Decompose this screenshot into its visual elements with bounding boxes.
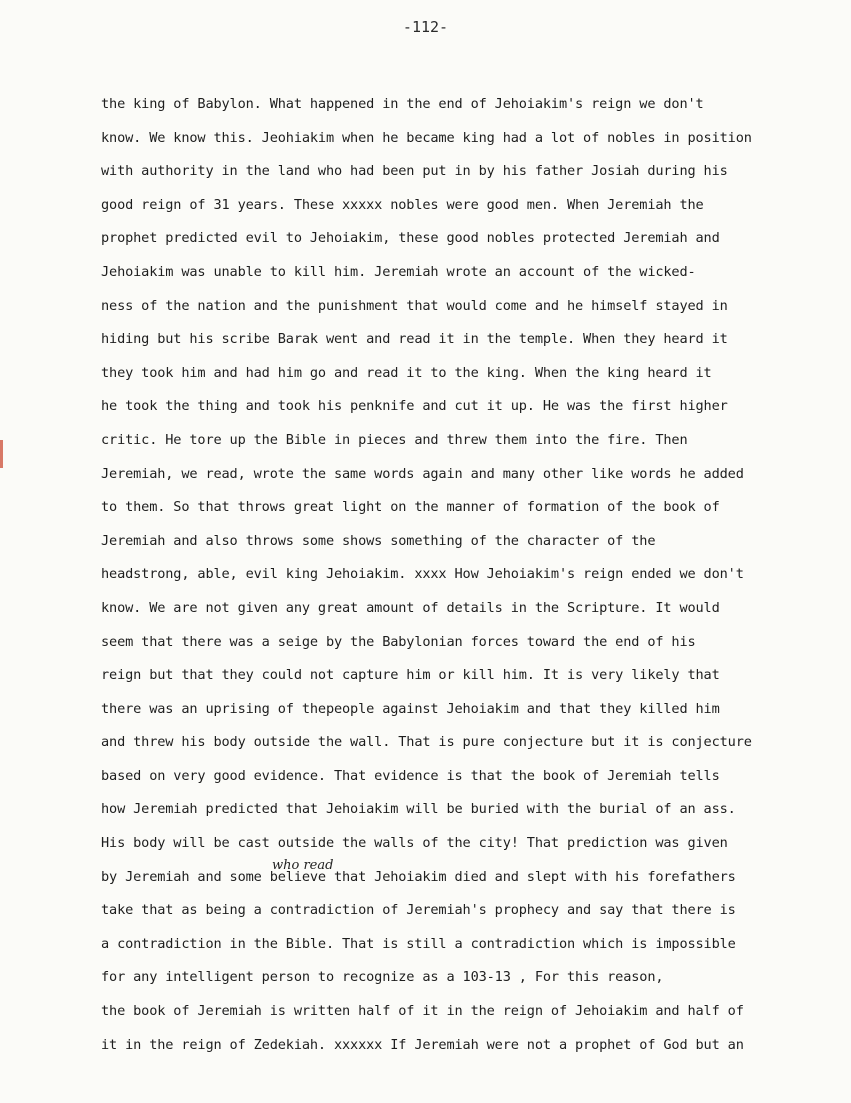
text-line: Jeremiah and also throws some shows something of the character of the (101, 532, 656, 549)
text-line: a contradiction in the Bible. That is still a contradiction which is impossible (101, 935, 736, 952)
text-line: seem that there was a seige by the Babylonian forces toward the end of his (101, 633, 696, 650)
text-line: for any intelligent person to recognize as a 103-13 , For this reason, (101, 969, 664, 986)
text-line: His body will be cast outside the walls of the city! That prediction was given (101, 835, 728, 852)
text-line: it in the reign of Zedekiah. xxxxxx If Jeremiah were not a prophet of God but an (101, 1036, 744, 1053)
text-line: prophet predicted evil to Jehoiakim, these good nobles protected Jeremiah and (101, 230, 720, 247)
text-line: critic. He tore up the Bible in pieces and threw them into the fire. Then (101, 431, 688, 448)
text-line: how Jeremiah predicted that Jehoiakim will be buried with the burial of an ass. (101, 801, 736, 818)
text-line: he took the thing and took his penknife and cut it up. He was the first higher (101, 398, 728, 415)
text-line: the king of Babylon. What happened in the end of Jehoiakim's reign we don't (101, 96, 704, 112)
text-line: there was an uprising of thepeople against Jehoiakim and that they killed him (101, 700, 720, 717)
handwritten-insert: who read (272, 858, 334, 873)
text-line: take that as being a contradiction of Jeremiah's prophecy and say that there is (101, 902, 736, 919)
text-line: reign but that they could not capture him or kill him. It is very likely that (101, 667, 720, 684)
text-line: they took him and had him go and read it to the king. When the king heard it (101, 364, 712, 381)
text-line: know. We know this. Jeohiakim when he became king had a lot of nobles in position (101, 129, 752, 146)
text-line: headstrong, able, evil king Jehoiakim. xxxx How Jehoiakim's reign ended we don't (101, 566, 744, 583)
text-line: based on very good evidence. That evidence is that the book of Jeremiah tells (101, 767, 720, 784)
text-line: the book of Jeremiah is written half of it in the reign of Jehoiakim and half of (101, 1003, 744, 1020)
text-line: know. We are not given any great amount of details in the Scripture. It would (101, 599, 720, 616)
text-line: good reign of 31 years. These xxxxx nobles were good men. When Jeremiah the (101, 196, 704, 213)
body-text (101, 88, 841, 1062)
text-line: Jehoiakim was unable to kill him. Jeremiah wrote an account of the wicked- (101, 263, 696, 280)
text-line: Jeremiah, we read, wrote the same words again and many other like words he added (101, 465, 744, 482)
text-line: ness of the nation and the punishment that would come and he himself stayed in (101, 297, 728, 314)
text-line: to them. So that throws great light on the manner of formation of the book of (101, 499, 720, 516)
text-line: with authority in the land who had been put in by his father Josiah during his (101, 163, 728, 180)
page-number: -112- (402, 18, 449, 36)
margin-mark (0, 440, 3, 468)
text-line: by Jeremiah and some believe that Jehoiakim died and slept with his forefathers (101, 868, 736, 885)
text-line: hiding but his scribe Barak went and read it in the temple. When they heard it (101, 331, 728, 348)
text-line: and threw his body outside the wall. That is pure conjecture but it is conjecture (101, 734, 752, 751)
